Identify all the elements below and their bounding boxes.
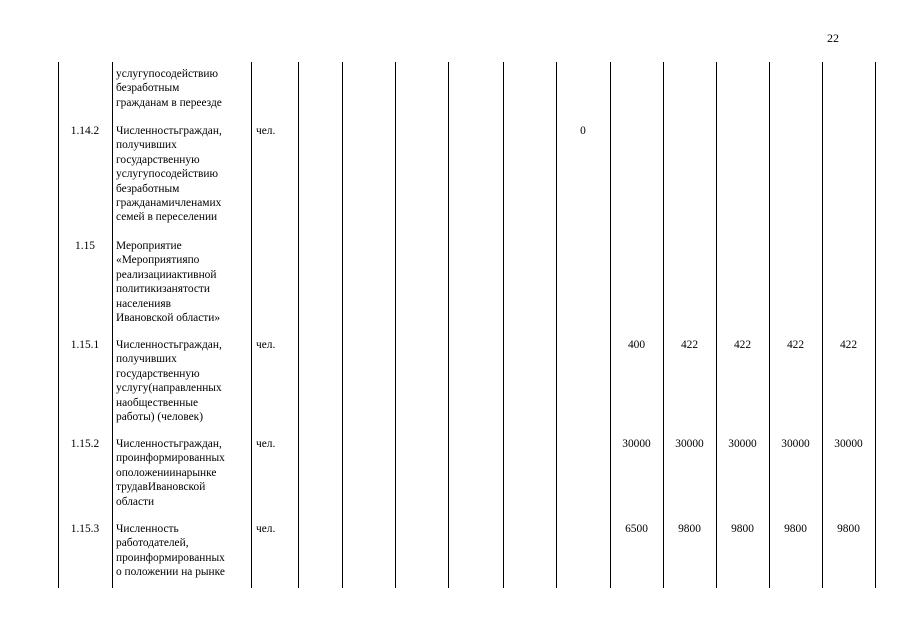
value-cell: 9800	[837, 523, 860, 535]
row-description	[116, 239, 249, 325]
row-description	[116, 437, 249, 509]
column-border-12	[769, 62, 770, 588]
description-line: получивших	[116, 139, 177, 152]
description-line: «Мероприятияпо	[116, 254, 200, 267]
value-cell: 400	[627, 339, 646, 351]
description-line: Мероприятие	[116, 240, 182, 252]
value-cell: 30000	[728, 438, 757, 450]
description-line: государственную	[116, 153, 200, 166]
description-line: населенияв	[116, 297, 171, 310]
column-border-5	[395, 62, 396, 588]
description-line: семей в переселении	[116, 211, 218, 224]
column-border-3	[298, 62, 299, 588]
column-border-0	[58, 62, 59, 588]
description-line: безработным	[116, 182, 180, 195]
value-cell: 422	[680, 339, 699, 351]
row-description	[116, 67, 249, 110]
value-cell: 30000	[622, 438, 651, 450]
description-line: гражданам в переезде	[116, 96, 222, 109]
column-border-7	[503, 62, 504, 588]
value-cell: 0	[580, 125, 586, 137]
row-description	[116, 124, 249, 225]
value-cell: 422	[786, 339, 805, 351]
description-line: области	[116, 495, 155, 508]
value-cell: 30000	[675, 438, 704, 450]
column-border-13	[822, 62, 823, 588]
value-cell: 422	[733, 339, 752, 351]
description-line: оположениинарынке	[116, 466, 217, 479]
row-description	[116, 338, 249, 424]
value-cell: 6500	[625, 523, 648, 535]
description-line: безработным	[116, 82, 180, 95]
row-unit: чел.	[256, 125, 276, 137]
value-cell: 30000	[834, 438, 863, 450]
description-line: Численностьграждан,	[116, 438, 222, 450]
description-line: работы) (человек)	[116, 411, 204, 424]
description-line: услугу(направленных	[116, 382, 222, 395]
description-line: Численность	[116, 523, 179, 535]
description-line: реализацииактивной	[116, 268, 217, 281]
row-number: 1.15.2	[70, 438, 100, 450]
description-line: о положении на рынке	[116, 566, 225, 579]
description-line: проинформированных	[116, 551, 225, 564]
description-line: трудавИвановской	[116, 481, 206, 494]
row-number: 1.15	[75, 240, 95, 252]
description-line: проинформированных	[116, 452, 225, 465]
column-border-9	[610, 62, 611, 588]
description-line: получивших	[116, 353, 177, 366]
column-border-11	[716, 62, 717, 588]
description-line: работодателей,	[116, 537, 189, 550]
description-line: государственную	[116, 367, 200, 380]
row-unit: чел.	[256, 523, 276, 535]
column-border-8	[556, 62, 557, 588]
column-border-1	[112, 62, 113, 588]
description-line: Ивановской области»	[116, 312, 221, 325]
description-line: наобщественные	[116, 396, 199, 409]
page-number: 22	[827, 31, 839, 45]
description-line: гражданамичленамих	[116, 197, 222, 210]
value-cell: 422	[839, 339, 858, 351]
value-cell: 9800	[784, 523, 807, 535]
column-border-6	[448, 62, 449, 588]
column-border-14	[875, 62, 876, 588]
row-number: 1.15.1	[70, 339, 100, 351]
column-border-2	[251, 62, 252, 588]
row-unit: чел.	[256, 339, 276, 351]
row-number: 1.15.3	[70, 523, 100, 535]
value-cell: 9800	[678, 523, 701, 535]
description-line: Численностьграждан,	[116, 125, 222, 137]
value-cell: 30000	[781, 438, 810, 450]
row-description	[116, 522, 249, 580]
description-line: услугупосодействию	[116, 68, 218, 80]
row-number: 1.14.2	[70, 125, 100, 137]
description-line: услугупосодействию	[116, 168, 218, 181]
description-line: политикизанятости	[116, 283, 210, 296]
column-border-10	[663, 62, 664, 588]
value-cell: 9800	[731, 523, 754, 535]
column-border-4	[342, 62, 343, 588]
row-unit: чел.	[256, 438, 276, 450]
description-line: Численностьграждан,	[116, 339, 222, 351]
